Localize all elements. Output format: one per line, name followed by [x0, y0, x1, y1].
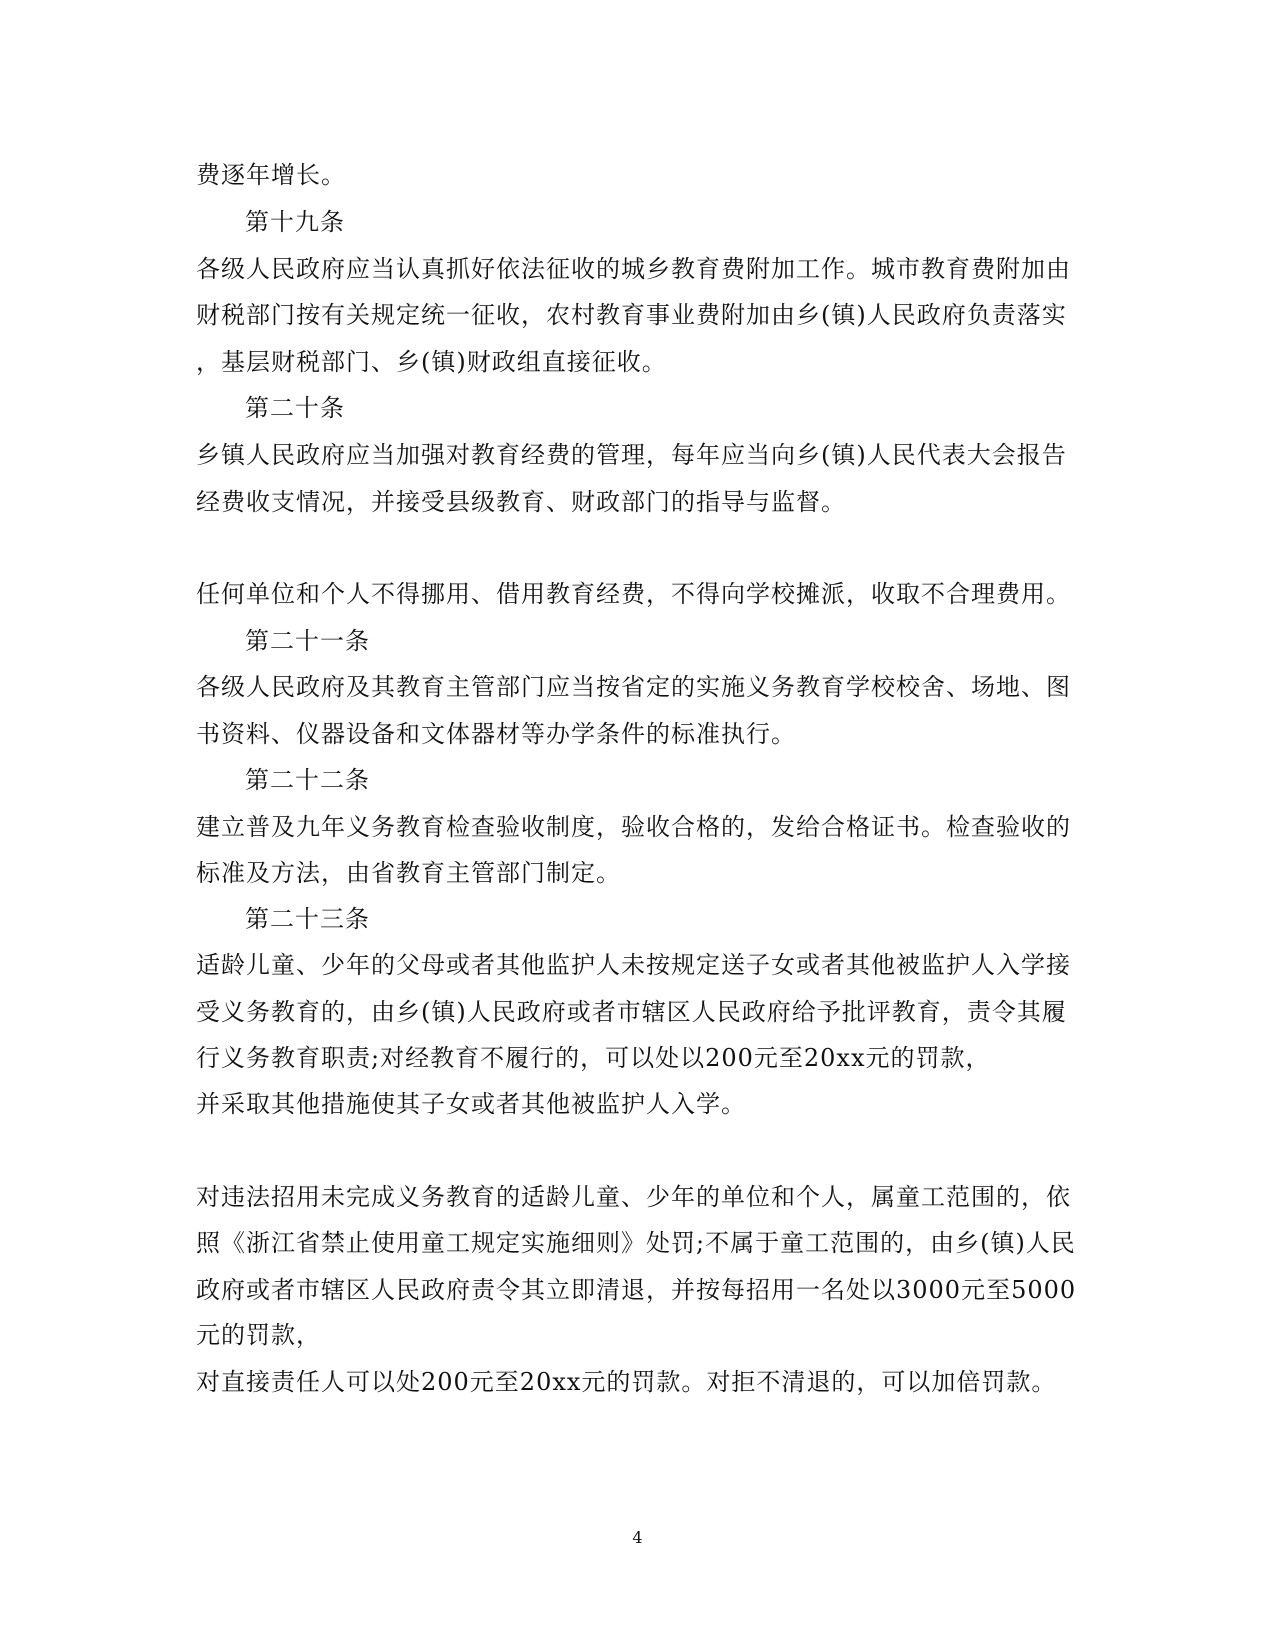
- text-line: ，基层财税部门、乡(镇)财政组直接征收。: [196, 348, 667, 376]
- text-line: 任何单位和个人不得挪用、借用教育经费，不得向学校摊派，收取不合理费用。: [196, 580, 1071, 608]
- text-line: 各级人民政府及其教育主管部门应当按省定的实施义务教育学校校舍、场地、图: [196, 673, 1071, 701]
- text-line: 书资料、仪器设备和文体器材等办学条件的标准执行。: [196, 720, 796, 748]
- text-line: 适龄儿童、少年的父母或者其他监护人未按规定送子女或者其他被监护人入学接: [196, 951, 1071, 979]
- text-line: 财税部门按有关规定统一征收，农村教育事业费附加由乡(镇)人民政府负责落实: [196, 301, 1067, 329]
- text-line: 乡镇人民政府应当加强对教育经费的管理，每年应当向乡(镇)人民代表大会报告: [196, 441, 1067, 469]
- text-line: 经费收支情况，并接受县级教育、财政部门的指导与监督。: [196, 488, 846, 516]
- article-heading: 第二十条: [245, 394, 345, 422]
- text-line: 受义务教育的，由乡(镇)人民政府或者市辖区人民政府给予批评教育，责令其履: [196, 998, 1067, 1026]
- article-heading: 第二十二条: [245, 766, 370, 794]
- text-line: 行义务教育职责;对经教育不履行的，可以处以200元至20xx元的罚款，: [196, 1044, 991, 1072]
- article-heading: 第二十一条: [245, 627, 370, 655]
- text-line: 元的罚款，: [196, 1321, 321, 1349]
- page-number: 4: [632, 1528, 643, 1547]
- article-heading: 第十九条: [245, 208, 345, 236]
- text-line: 标准及方法，由省教育主管部门制定。: [196, 859, 621, 887]
- text-line: 对直接责任人可以处200元至20xx元的罚款。对拒不清退的，可以加倍罚款。: [196, 1368, 1057, 1396]
- text-line: 照《浙江省禁止使用童工规定实施细则》处罚;不属于童工范围的，由乡(镇)人民: [196, 1229, 1076, 1257]
- text-line: 各级人民政府应当认真抓好依法征收的城乡教育费附加工作。城市教育费附加由: [196, 255, 1071, 283]
- text-line: 政府或者市辖区人民政府责令其立即清退，并按每招用一名处以3000元至5000: [196, 1276, 1077, 1304]
- text-line: 对违法招用未完成义务教育的适龄儿童、少年的单位和个人，属童工范围的，依: [196, 1183, 1071, 1211]
- text-line: 并采取其他措施使其子女或者其他被监护人入学。: [196, 1090, 746, 1118]
- article-heading: 第二十三条: [245, 905, 370, 933]
- text-line: 建立普及九年义务教育检查验收制度，验收合格的，发给合格证书。检查验收的: [196, 813, 1071, 841]
- text-line: 费逐年增长。: [196, 161, 346, 189]
